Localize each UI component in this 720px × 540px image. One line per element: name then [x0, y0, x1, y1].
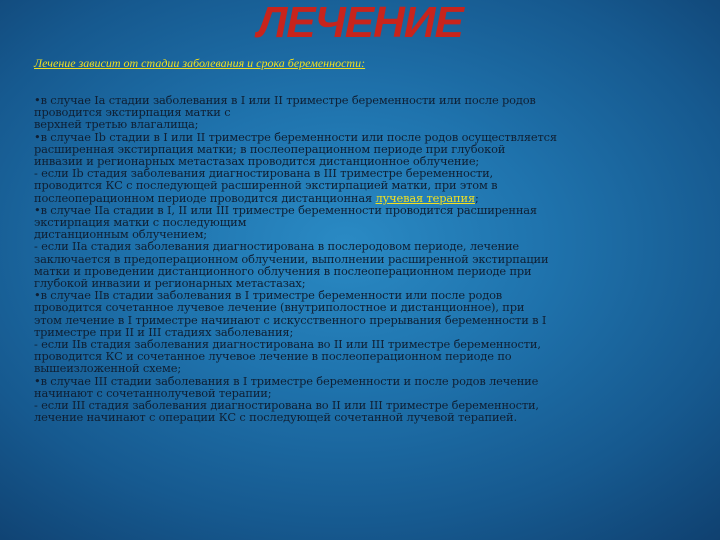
text-line: проводится КС и сочетанное лучевое лечение в послеоперационном периоде по	[34, 349, 512, 364]
text-line: •в случае IIв стадии заболевания в I триместре беременности или после родов	[34, 288, 503, 303]
text-line: - если III стадия заболевания диагностирована во II или III триместре беременности,	[34, 398, 539, 413]
text-line: расширенная экстирпация матки; в послеоперационном периоде при глубокой	[34, 141, 506, 156]
text-line: - если Ib стадия заболевания диагностирована в III триместре беременности,	[34, 166, 494, 181]
text-line: проводится сочетанное лучевое лечение (внутриполостное и дистанционное), при	[34, 300, 525, 315]
radiation-therapy-link[interactable]: лучевая терапия	[375, 190, 475, 205]
text-line: этом лечение в I триместре начинают с искусственного прерывания беременности в I	[34, 312, 547, 327]
text-line: триместре при II и III стадиях заболевания;	[34, 324, 294, 339]
text-line: •в случае Ib стадии в I или II триместре беременности или после родов осуществляется	[34, 129, 557, 144]
text-line: •в случае IIa стадии в I, II или III триместре беременности проводится расширенная	[34, 202, 537, 217]
slide-title: ЛЕЧЕНИЕ	[257, 0, 463, 47]
text-line: дистанционным облучением;	[34, 227, 207, 242]
text-line: •в случае Ia стадии заболевания в I или II триместре беременности или после родов	[34, 93, 536, 107]
text-line: проводится экстирпация матки с	[34, 105, 231, 120]
text-line: - если IIa стадия заболевания диагностирована в послеродовом периоде, лечение	[34, 239, 519, 254]
text-segment: ;	[474, 190, 479, 205]
text-line: - если IIв стадия заболевания диагностирована во II или III триместре беременности,	[34, 337, 541, 352]
text-line: глубокой инвазии и регионарных метастазах;	[34, 276, 306, 291]
text-line: заключается в предоперационном облучении, выполнении расширенной экстирпации	[34, 251, 549, 266]
text-line: проводится КС с последующей расширенной экстирпацией матки, при этом в	[34, 178, 498, 193]
text-line: •в случае III стадии заболевания в I триместре беременности и после родов лечение	[34, 373, 539, 388]
text-line: экстирпация матки с последующим	[34, 215, 247, 230]
body-text	[34, 94, 646, 423]
text-line-with-link	[34, 192, 646, 204]
text-line: верхней третью влагалища;	[34, 117, 199, 132]
text-line: инвазии и регионарных метастазах проводится дистанционное облучение;	[34, 154, 480, 169]
text-segment: послеоперационном периоде проводится дистанционная	[34, 190, 376, 205]
text-line: вышеизложенной схеме;	[34, 361, 182, 376]
slide-subtitle: Лечение зависит от стадии заболевания и срока беременности:	[34, 56, 366, 70]
text-line: начинают с сочетаннолучевой терапии;	[34, 385, 272, 400]
text-line: матки и проведении дистанционного облучения в послеоперационном периоде при	[34, 263, 532, 278]
text-line: лечение начинают с операции КС с последующей сочетанной лучевой терапией.	[34, 410, 517, 425]
